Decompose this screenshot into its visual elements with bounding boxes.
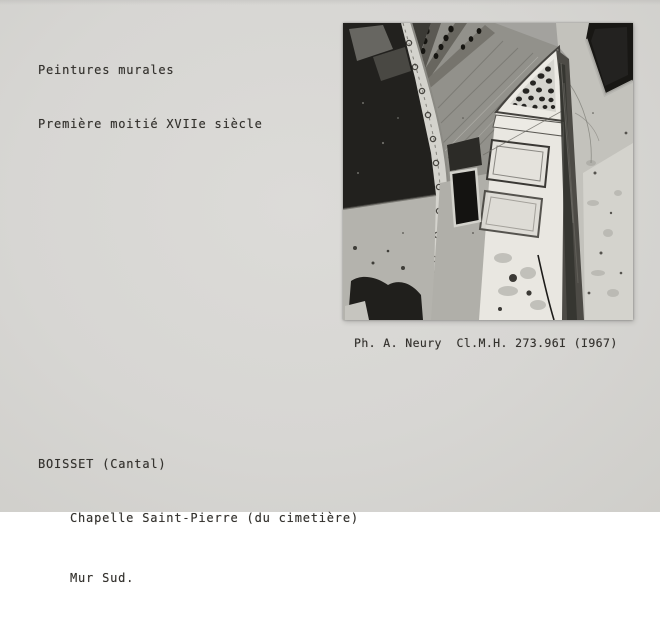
classification-text bbox=[38, 24, 263, 170]
classification-line-1: Peintures murales bbox=[38, 63, 175, 77]
location-text bbox=[38, 418, 359, 624]
location-wall: Mur Sud. bbox=[70, 571, 135, 585]
photograph bbox=[343, 23, 633, 320]
location-building: Chapelle Saint-Pierre (du cimetière) bbox=[70, 511, 359, 525]
mural-photo-image bbox=[343, 23, 633, 320]
classification-line-2: Première moitié XVIIe siècle bbox=[38, 117, 263, 131]
photo-credit: Ph. A. Neury Cl.M.H. 273.96I (I967) bbox=[354, 336, 618, 350]
location-commune: BOISSET (Cantal) bbox=[38, 457, 167, 471]
